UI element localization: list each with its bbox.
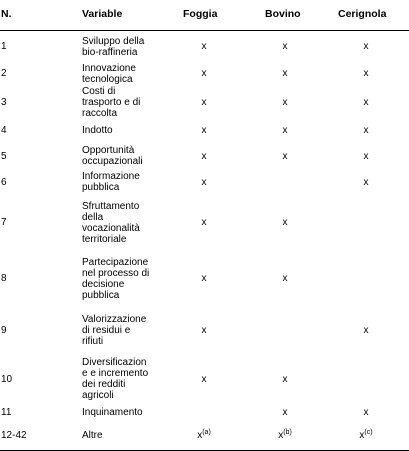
mark-value: x (201, 150, 207, 162)
row-variable: Partecipazione nel processo di decisione pubblica (82, 256, 150, 301)
mark-text (202, 325, 207, 336)
row-number: 12-42 (1, 430, 27, 441)
row-mark-bovino (275, 119, 295, 142)
mark-value: x (363, 176, 369, 188)
row-mark-foggia (194, 85, 214, 119)
row-mark-cerignola (356, 119, 376, 142)
mark-text (202, 217, 207, 228)
row-mark-foggia (194, 170, 214, 194)
mark-text (278, 430, 292, 441)
row-mark-cerignola (356, 170, 376, 194)
mark-value: x (363, 68, 369, 79)
row-mark-foggia (194, 306, 214, 354)
mark-value: x (282, 68, 288, 79)
row-number: 5 (1, 150, 7, 162)
mark-text (364, 325, 369, 336)
mark-text (364, 125, 369, 136)
mark-text (364, 407, 369, 418)
row-variable: Diversificazion e e incremento dei redditi agricoli (82, 357, 149, 401)
mark-text (202, 273, 207, 284)
row-mark-foggia (194, 251, 214, 306)
row-variable: Valorizzazione di residui e rifiuti (82, 313, 147, 347)
mark-value: x (282, 373, 288, 385)
mark-value: x (201, 217, 207, 228)
table-row (0, 119, 409, 142)
mark-value: x (282, 125, 288, 136)
mark-text (364, 41, 369, 52)
mark-value: x (282, 407, 288, 418)
row-mark-bovino (275, 170, 295, 194)
row-mark-bovino (275, 404, 295, 421)
table-row (0, 62, 409, 85)
table-row (0, 404, 409, 421)
table-row (0, 194, 409, 251)
mark-text (283, 151, 288, 162)
row-number: 2 (1, 68, 7, 79)
header-variable: Variable (82, 8, 123, 20)
mark-text (364, 97, 369, 108)
mark-value: x (201, 68, 207, 79)
row-number: 4 (1, 125, 7, 136)
row-mark-bovino (275, 306, 295, 354)
row-mark-cerignola (356, 62, 376, 85)
row-mark-foggia (194, 354, 214, 404)
mark-text (202, 68, 207, 79)
row-variable: Costi di trasporto e di raccolta (82, 85, 141, 119)
header-cerignola: Cerignola (338, 8, 387, 20)
mark-text (364, 151, 369, 162)
mark-value: x (201, 41, 207, 52)
table-row (0, 142, 409, 170)
mark-text (202, 374, 207, 385)
row-variable: Inquinamento (82, 407, 143, 418)
mark-value: x (363, 41, 369, 52)
mark-value: x (363, 150, 369, 162)
mark-value: x (363, 125, 369, 136)
mark-text (364, 68, 369, 79)
row-mark-cerignola (356, 194, 376, 251)
table-row (0, 251, 409, 306)
mark-text (359, 430, 372, 441)
row-mark-foggia (194, 119, 214, 142)
row-number: 6 (1, 176, 7, 188)
row-mark-cerignola (356, 421, 376, 450)
mark-value: x (201, 324, 207, 336)
row-mark-cerignola (356, 31, 376, 62)
row-mark-bovino (275, 62, 295, 85)
mark-text (202, 97, 207, 108)
mark-value: x (282, 150, 288, 162)
row-mark-bovino (275, 251, 295, 306)
mark-text (283, 97, 288, 108)
table-row (0, 31, 409, 62)
row-mark-foggia (194, 404, 214, 421)
row-mark-bovino (275, 354, 295, 404)
row-mark-bovino (275, 85, 295, 119)
row-number: 9 (1, 324, 7, 336)
mark-text (202, 151, 207, 162)
mark-value: x (201, 96, 207, 108)
header-foggia: Foggia (183, 8, 218, 20)
table-row (0, 85, 409, 119)
table-row (0, 354, 409, 404)
row-mark-cerignola (356, 306, 376, 354)
row-variable: Altre (82, 430, 103, 441)
mark-value: x (363, 96, 369, 108)
table-row (0, 421, 409, 450)
row-number: 3 (1, 96, 7, 108)
mark-value: x (359, 430, 365, 441)
row-mark-bovino (275, 194, 295, 251)
mark-footnote: (a) (202, 429, 211, 436)
mark-value: x (278, 430, 284, 441)
table-row (0, 170, 409, 194)
mark-text (283, 68, 288, 79)
mark-text (283, 273, 288, 284)
row-number: 8 (1, 273, 7, 284)
row-variable: Indotto (82, 125, 113, 136)
mark-footnote: (c) (364, 429, 373, 436)
mark-value: x (282, 41, 288, 52)
mark-text (202, 41, 207, 52)
row-variable: Innovazione tecnologica (82, 62, 136, 85)
mark-value: x (201, 373, 207, 385)
row-mark-cerignola (356, 354, 376, 404)
header-bovino: Bovino (265, 8, 301, 20)
mark-value: x (282, 273, 288, 284)
row-mark-foggia (194, 421, 214, 450)
row-variable: Opportunità occupazionali (82, 145, 143, 167)
header-num: N. (1, 8, 12, 20)
row-number: 7 (1, 217, 7, 228)
row-mark-cerignola (356, 251, 376, 306)
row-variable: Informazione pubblica (82, 171, 140, 193)
row-number: 11 (1, 407, 12, 418)
mark-footnote: (b) (283, 429, 292, 436)
row-mark-bovino (275, 142, 295, 170)
row-number: 1 (1, 41, 7, 52)
row-mark-bovino (275, 31, 295, 62)
row-mark-foggia (194, 62, 214, 85)
mark-text (202, 125, 207, 136)
mark-value: x (363, 407, 369, 418)
row-variable: Sfruttamento della vocazionalità territoriale (82, 200, 140, 245)
row-mark-cerignola (356, 142, 376, 170)
row-mark-foggia (194, 194, 214, 251)
table-header (0, 0, 409, 30)
mark-text (202, 177, 207, 188)
mark-text (364, 177, 369, 188)
mark-value: x (363, 324, 369, 336)
mark-value: x (282, 217, 288, 228)
mark-text (197, 430, 211, 441)
mark-text (283, 41, 288, 52)
row-mark-foggia (194, 31, 214, 62)
mark-value: x (201, 176, 207, 188)
row-mark-bovino (275, 421, 295, 450)
row-mark-cerignola (356, 85, 376, 119)
mark-text (283, 125, 288, 136)
row-mark-cerignola (356, 404, 376, 421)
mark-value: x (201, 273, 207, 284)
mark-value: x (197, 430, 203, 441)
row-variable: Sviluppo della bio-raffineria (82, 35, 145, 58)
mark-text (283, 407, 288, 418)
table-row (0, 306, 409, 354)
mark-text (283, 217, 288, 228)
mark-value: x (201, 125, 207, 136)
row-mark-foggia (194, 142, 214, 170)
row-number: 10 (1, 373, 13, 385)
mark-value: x (282, 96, 288, 108)
mark-text (283, 374, 288, 385)
